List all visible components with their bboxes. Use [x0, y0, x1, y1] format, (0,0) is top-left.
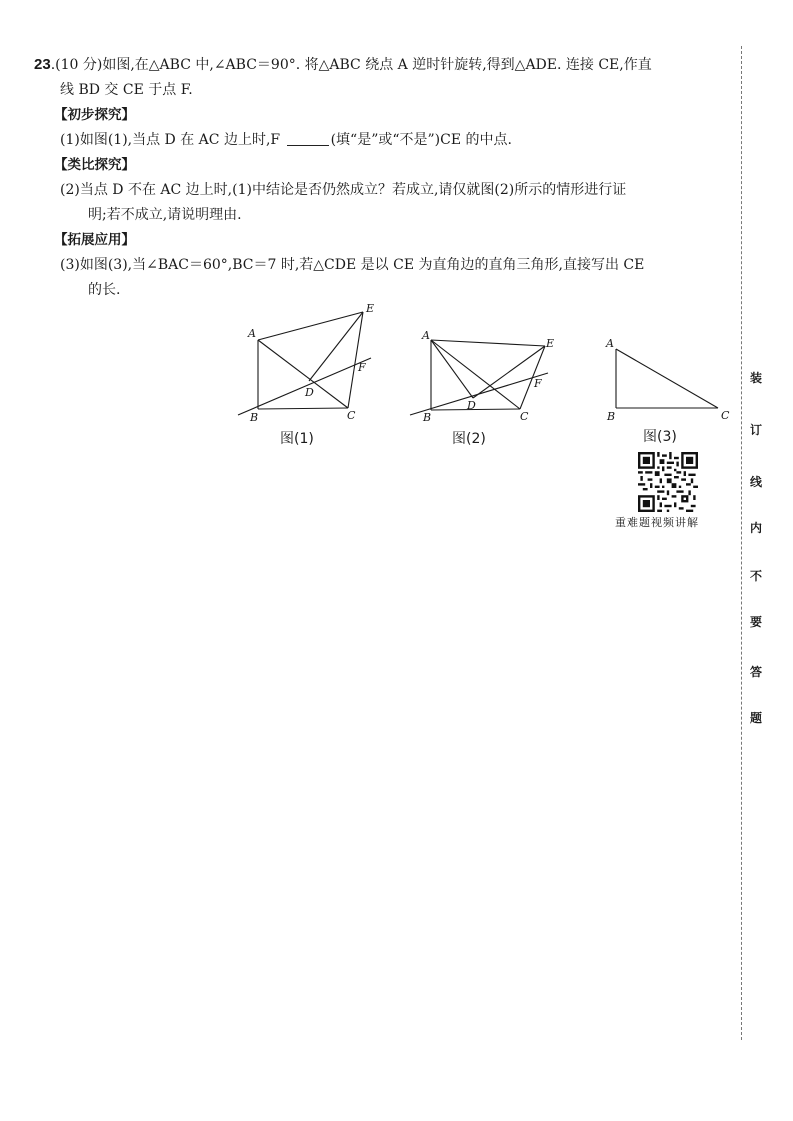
- fig1-label-E: E: [366, 302, 375, 315]
- margin-char: 线: [749, 475, 762, 489]
- margin-char: 订: [749, 423, 762, 437]
- fig3-label-C: C: [721, 409, 730, 422]
- margin-char: 要: [749, 615, 762, 629]
- fig2-label-D: D: [467, 399, 476, 412]
- fig1-label-D: D: [305, 386, 314, 399]
- fig2-label-C: C: [520, 410, 529, 423]
- question-line-2: 线 BD 交 CE 于点 F.: [60, 82, 193, 98]
- fig1-label-A: A: [248, 327, 256, 340]
- fig3-label-B: B: [607, 410, 616, 423]
- fig1-seg-BC: [258, 408, 348, 409]
- margin-char: 答: [749, 665, 762, 679]
- fig2-label-B: B: [423, 411, 432, 424]
- margin-char: 内: [749, 521, 762, 535]
- fig2-label-E: E: [546, 337, 555, 350]
- margin-char: 题: [749, 711, 762, 725]
- qr-caption: 重难题视频讲解: [615, 516, 699, 529]
- figure-3: [598, 330, 738, 425]
- part-2-line-2: 明;若不成立,请说明理由.: [88, 207, 242, 223]
- figure-3-diagram: [598, 330, 738, 425]
- fig3-label-A: A: [606, 337, 614, 350]
- answer-blank[interactable]: [287, 131, 329, 146]
- figure-2-diagram: [405, 325, 555, 425]
- fig2-label-F: F: [534, 377, 542, 390]
- section-title-3: 【拓展应用】: [54, 232, 135, 248]
- figure-1: [230, 298, 380, 428]
- fig1-label-B: B: [250, 411, 259, 424]
- part-3-line-1: (3)如图(3),当∠BAC＝60°,BC＝7 时,若△CDE 是以 CE 为直角边的直角三角形,直接写出 CE: [60, 257, 645, 273]
- part-2-line-1: (2)当点 D 不在 AC 边上时,(1)中结论是否仍然成立？若成立,请仅就图(2)所示的情形进行证: [60, 182, 627, 198]
- section-title-2: 【类比探究】: [54, 157, 135, 173]
- margin-char: 不: [749, 569, 762, 583]
- fig1-seg-CE-side: [348, 312, 363, 408]
- figure-3-caption: 图(3): [643, 429, 677, 445]
- fig2-seg-AE: [431, 340, 545, 346]
- question-23: [34, 52, 729, 303]
- fig1-label-F: F: [358, 361, 366, 374]
- fig1-label-C: C: [347, 409, 356, 422]
- section-title-1: 【初步探究】: [54, 107, 135, 123]
- figure-1-diagram: [230, 298, 380, 428]
- fig3-seg-AC: [616, 349, 718, 408]
- figure-2-caption: 图(2): [452, 431, 486, 447]
- fig1-seg-AE: [258, 312, 363, 340]
- fig2-seg-AD: [431, 340, 473, 398]
- binding-line: [741, 46, 742, 1040]
- figure-1-caption: 图(1): [280, 431, 314, 447]
- figure-2: [405, 325, 555, 425]
- question-line-1: 23.(10 分)如图,在△ABC 中,∠ABC＝90°. 将△ABC 绕点 A 逆时针旋转,得到△ADE. 连接 CE,作直: [34, 56, 652, 73]
- fig1-seg-DE: [309, 312, 363, 381]
- qr-code-image: [638, 452, 698, 512]
- part-3-line-2: 的长.: [88, 282, 121, 298]
- margin-char: 装: [749, 371, 762, 385]
- qr-code[interactable]: [638, 452, 698, 512]
- part-1: (1)如图(1),当点 D 在 AC 边上时,F (填“是”或“不是”)CE 的中点.: [60, 132, 512, 148]
- fig2-label-A: A: [422, 329, 430, 342]
- question-number: 23: [34, 56, 51, 73]
